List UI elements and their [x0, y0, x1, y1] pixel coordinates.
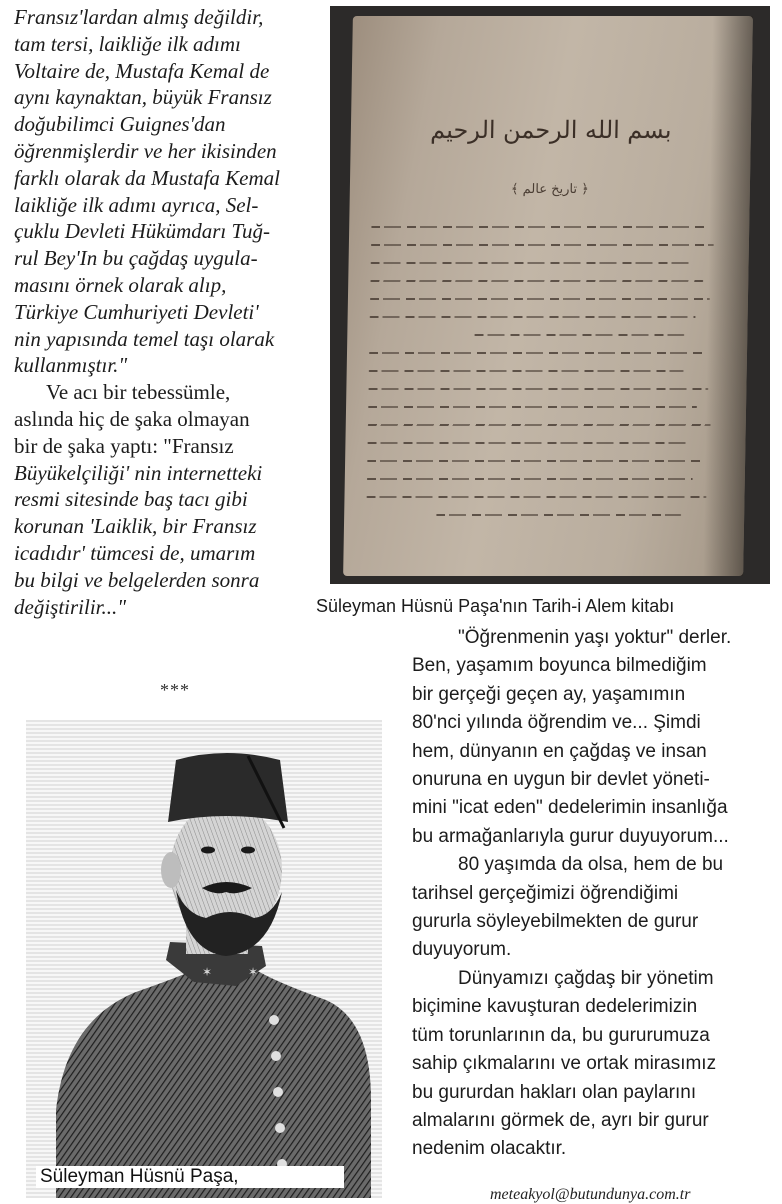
left-line: rul Bey'In bu çağdaş uygula-: [14, 246, 258, 271]
left-line: laikliğe ilk adımı ayrıca, Sel-: [14, 192, 259, 217]
left-line: öğrenmişlerdir ve her ikisinden: [14, 138, 277, 163]
manuscript-text-block: [366, 226, 721, 532]
left-line: bir de şaka yaptı: "Fransız: [14, 433, 234, 458]
left-line: kullanmıştır.": [14, 353, 128, 378]
left-line: aslında hiç de şaka olmayan: [14, 406, 250, 431]
right-line: 80'nci yılında öğrendim ve... Şimdi: [412, 712, 701, 734]
left-line: Voltaire de, Mustafa Kemal de: [14, 58, 270, 83]
section-separator: ***: [160, 680, 190, 700]
left-line: çuklu Devleti Hükümdarı Tuğ-: [14, 219, 271, 244]
right-line: onuruna en uygun bir devlet yöneti-: [412, 769, 710, 791]
right-line: sahip çıkmalarını ve ortak mirasımız: [412, 1053, 717, 1075]
right-line: duyuyorum.: [412, 939, 512, 961]
right-line: biçimine kavuşturan dedelerimizin: [412, 996, 698, 1018]
portrait-engraving: [26, 720, 382, 1198]
fez-shape: [168, 753, 288, 822]
right-line: Ben, yaşamım boyunca bilmediğim: [412, 655, 707, 677]
bismillah-heading: بسم الله الرحمن الرحيم: [430, 116, 672, 144]
left-line: farklı olarak da Mustafa Kemal: [14, 165, 280, 190]
left-line: icadıdır' tümcesi de, umarım: [14, 540, 256, 565]
svg-text:✶: ✶: [248, 965, 259, 979]
left-line: resmi sitesinde baş tacı gibi: [14, 487, 248, 512]
left-line: korunan 'Laiklik, bir Fransız: [14, 514, 257, 539]
left-line: masını örnek olarak alıp,: [14, 272, 227, 297]
right-line: almalarını görmek de, ayrı bir gurur: [412, 1109, 709, 1131]
left-line: bu bilgi ve belgelerden sonra: [14, 567, 260, 592]
left-line: Türkiye Cumhuriyeti Devleti': [14, 299, 259, 324]
left-text-column: [14, 4, 324, 620]
right-line: bir gerçeği geçen ay, yaşamımın: [412, 683, 686, 705]
right-line: tüm torunlarının da, bu gururumuza: [412, 1024, 710, 1046]
right-line: gururla söyleyebilmekten de gurur: [412, 911, 699, 933]
right-line: Dünyamızı çağdaş bir yönetim: [458, 967, 714, 989]
portrait-caption: Süleyman Hüsnü Paşa,: [36, 1166, 344, 1188]
manuscript-page: [343, 16, 753, 576]
right-line: nedenim olacaktır.: [412, 1138, 567, 1160]
manuscript-caption: Süleyman Hüsnü Paşa'nın Tarih-i Alem kitabı: [316, 596, 675, 616]
left-line: Büyükelçiliği' nin internetteki: [14, 460, 263, 485]
right-line: mini "icat eden" dedelerimin insanlığa: [412, 797, 728, 819]
left-line: doğubilimci Guignes'dan: [14, 112, 226, 137]
left-line: aynı kaynaktan, büyük Fransız: [14, 85, 272, 110]
right-line: "Öğrenmenin yaşı yoktur" derler.: [458, 627, 732, 648]
right-text-column: [412, 624, 776, 1164]
left-line: tam tersi, laikliğe ilk adımı: [14, 31, 241, 56]
right-line: bu gururdan hakları olan paylarını: [412, 1081, 697, 1103]
left-line: nin yapısında temel taşı olarak: [14, 326, 275, 351]
left-line: Fransız'lardan almış değildir,: [14, 5, 264, 29]
right-line: hem, dünyanın en çağdaş ve insan: [412, 740, 707, 762]
coat-shape: [56, 970, 371, 1198]
author-email: meteakyol@butundunya.com.tr: [490, 1186, 691, 1203]
left-line: değiştirilir...": [14, 594, 127, 619]
portrait-illustration: [26, 720, 382, 1198]
manuscript-photo: [330, 6, 770, 584]
left-line: Ve acı bir tebessümle,: [46, 380, 231, 405]
right-line: tarihsel gerçeğimizi öğrendiğimi: [412, 882, 679, 904]
manuscript-subheading: ﴿ تاريخ عالم ﴾: [510, 182, 589, 197]
right-line: bu armağanlarıyla gurur duyuyorum...: [412, 825, 729, 847]
right-line: 80 yaşımda da olsa, hem de bu: [458, 854, 724, 876]
svg-text:✶: ✶: [202, 965, 213, 979]
